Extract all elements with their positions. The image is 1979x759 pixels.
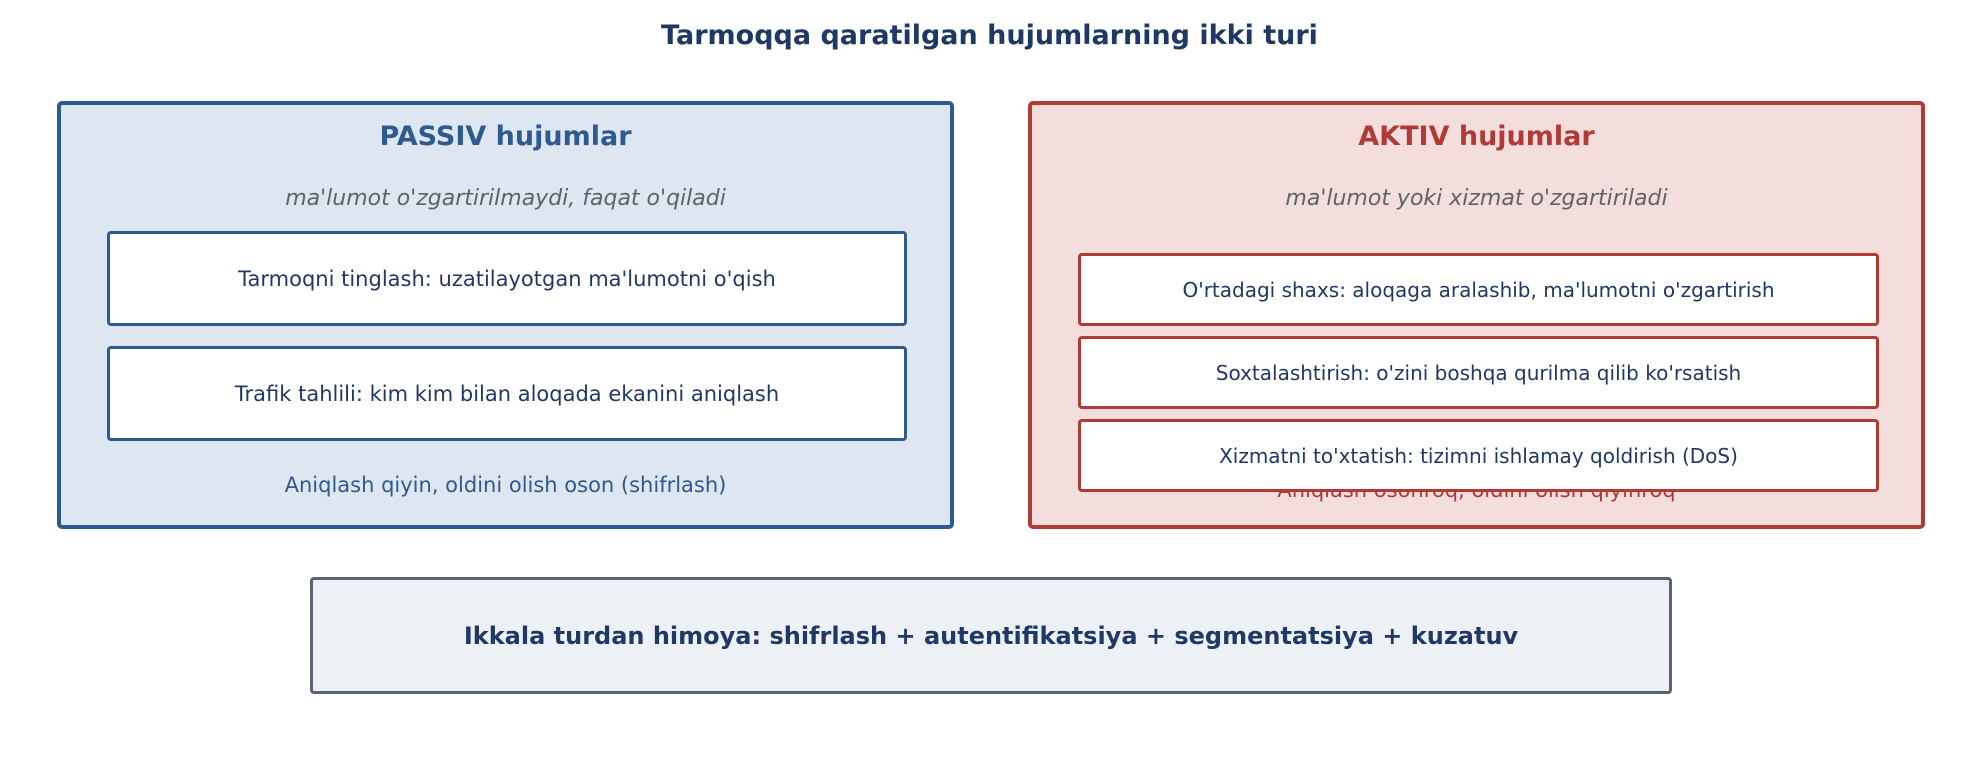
active-item-man-in-the-middle: O'rtadagi shaxs: aloqaga aralashib, ma'lumotni o'zgartirish xyxy=(1078,253,1879,326)
passive-heading: PASSIV hujumlar xyxy=(379,121,632,152)
active-item-spoofing: Soxtalashtirish: o'zini boshqa qurilma qilib ko'rsatish xyxy=(1078,336,1879,409)
protection-summary-box: Ikkala turdan himoya: shifrlash + autentifikatsiya + segmentatsiya + kuzatuv xyxy=(310,577,1672,694)
diagram-title: Tarmoqqa qaratilgan hujumlarning ikki turi xyxy=(661,20,1318,51)
passive-attacks-panel xyxy=(57,101,954,529)
active-subtitle: ma'lumot yoki xizmat o'zgartiriladi xyxy=(1285,186,1668,211)
passive-subtitle: ma'lumot o'zgartirilmaydi, faqat o'qiladi xyxy=(285,186,726,211)
active-attacks-panel xyxy=(1028,101,1925,529)
passive-footer: Aniqlash qiyin, oldini olish oson (shifrlash) xyxy=(284,473,727,497)
passive-item-traffic-analysis: Trafik tahlili: kim kim bilan aloqada ekanini aniqlash xyxy=(107,346,907,441)
active-item-denial-of-service: Xizmatni to'xtatish: tizimni ishlamay qoldirish (DoS) xyxy=(1078,419,1879,492)
active-heading: AKTIV hujumlar xyxy=(1358,121,1595,152)
passive-item-eavesdropping: Tarmoqni tinglash: uzatilayotgan ma'lumotni o'qish xyxy=(107,231,907,326)
